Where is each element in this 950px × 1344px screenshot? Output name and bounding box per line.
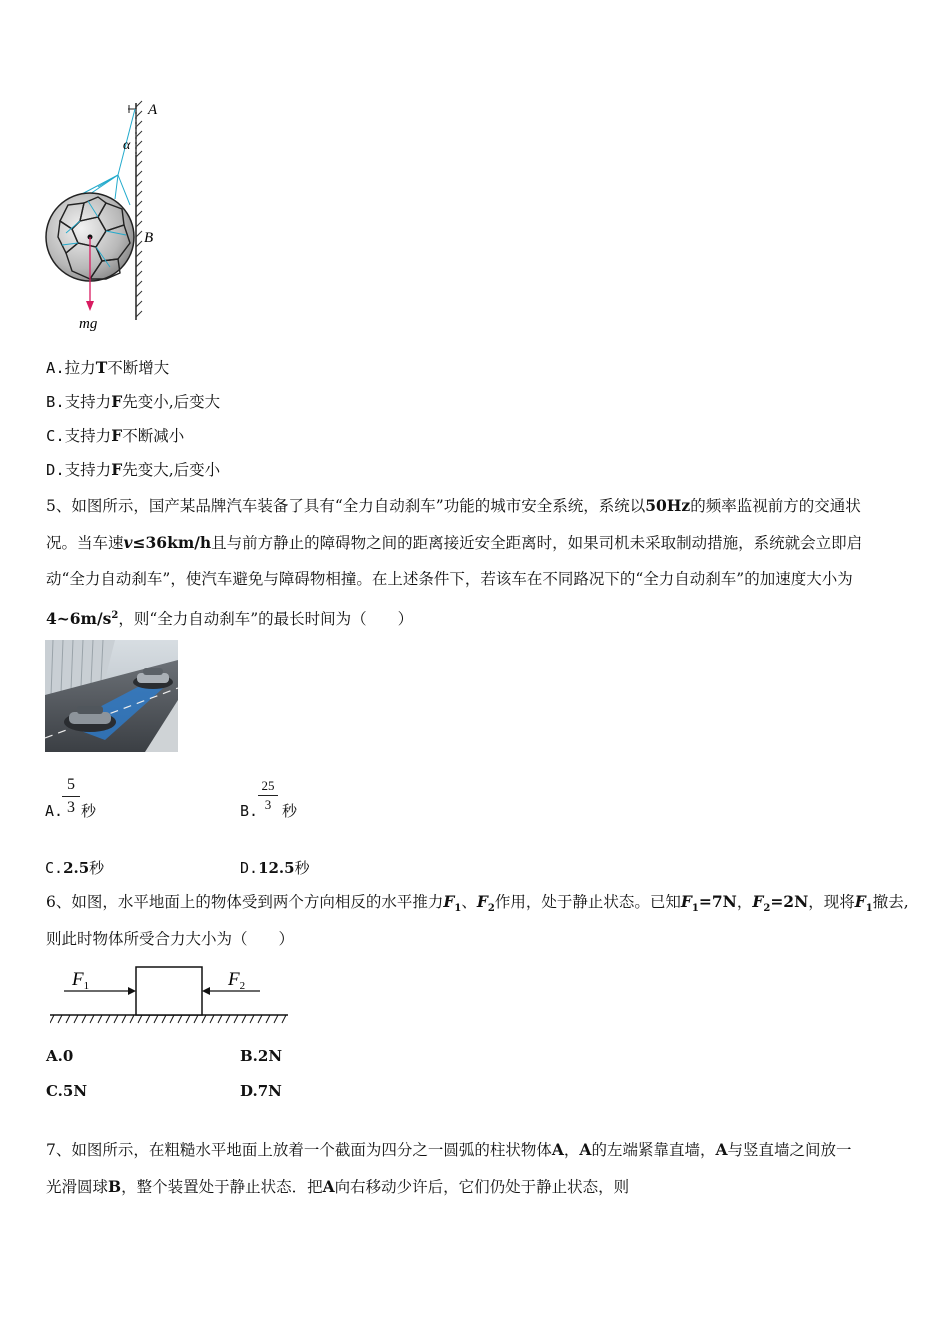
q5-line-4: $4\sim 6m/s^2$，则“全力自动刹车”的最长时间为（ ） — [46, 609, 414, 629]
q6-option-a: A.0 — [46, 1047, 74, 1065]
q5-option-a-unit: 秒 — [81, 802, 97, 820]
q4-option-d: D.支持力F先变大,后变小 — [46, 460, 221, 479]
q5-option-d: D.12.5秒 — [240, 859, 310, 877]
q7-line-2: 光滑圆球B，整个装置处于静止状态．把A向右移动少许后，它们仍处于静止状态，则 — [46, 1177, 630, 1196]
q7-line-1: 7、如图所示，在粗糙水平地面上放着一个截面为四分之一圆弧的柱状物体A，A的左端紧靠直墙，A与竖直墙之间放一 — [46, 1140, 852, 1159]
ball-wall-figure — [40, 95, 180, 340]
f2-label: $F_2$ — [228, 969, 246, 992]
q6-option-d: D.7N — [240, 1082, 282, 1100]
q4-option-b: B.支持力F先变小,后变大 — [46, 392, 221, 411]
q5-option-b-fraction: 25 3 — [258, 779, 278, 812]
block-forces-figure — [50, 962, 290, 1028]
q5-line-2: 况。当车速v≤36km/h且与前方静止的障碍物之间的距离接近安全距离时，如果司机未采取制动措施，系统就会立即启 — [46, 533, 863, 552]
f1-label: $F_1$ — [72, 969, 90, 992]
label-mg: mg — [79, 316, 98, 332]
q6-line-1: 6、如图，水平地面上的物体受到两个方向相反的水平推力$F_1$、$F_2$作用，处于静止状态。已知$F_1=7N$，$F_2=2N$，现将$F_1$撤去, — [46, 892, 909, 915]
q4-option-a: A.拉力T不断增大 — [46, 358, 170, 377]
q6-line-2: 则此时物体所受合力大小为（ ） — [46, 930, 295, 948]
q5-option-a-fraction: 5 3 — [62, 776, 80, 817]
q5-option-a-letter: A. — [45, 802, 64, 820]
label-alpha: α — [123, 138, 131, 153]
q5-line-3: 动“全力自动刹车”，使汽车避免与障碍物相撞。在上述条件下，若该车在不同路况下的“全力自动刹车”的加速度大小为 — [46, 570, 853, 588]
q6-option-b: B.2N — [240, 1047, 283, 1065]
car-scene-photo — [45, 640, 178, 752]
label-A: A — [148, 102, 158, 118]
q6-option-c: C.5N — [46, 1082, 88, 1100]
label-B: B — [144, 230, 154, 246]
q5-line-1: 5、如图所示，国产某品牌汽车装备了具有“全力自动刹车”功能的城市安全系统，系统以50Hz的频率监视前方的交通状 — [46, 496, 861, 515]
q5-option-b-unit: 秒 — [282, 802, 298, 820]
q5-option-c: C.2.5秒 — [45, 859, 105, 877]
block — [136, 967, 202, 1015]
q4-option-c: C.支持力F不断减小 — [46, 426, 185, 445]
q5-option-b-letter: B. — [240, 802, 259, 820]
